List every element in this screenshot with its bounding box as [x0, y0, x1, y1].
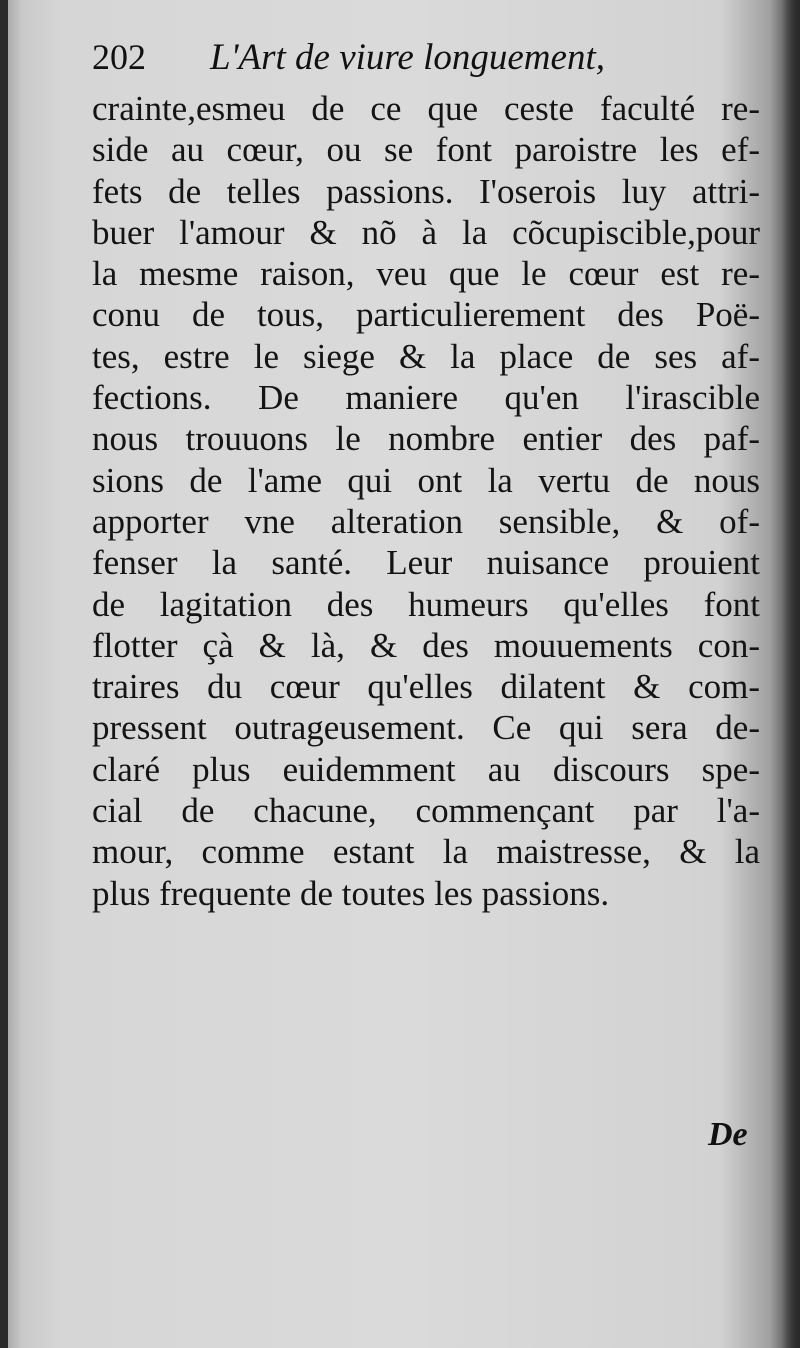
text-line: traires du cœur qu'elles dilatent & com- [92, 667, 760, 707]
text-line: la mesme raison, veu que le cœur est re- [92, 254, 760, 294]
text-line: plus frequente de toutes les passions. [92, 873, 610, 913]
text-line: claré plus euidemment au discours spe- [92, 749, 760, 789]
text-line: nous trouuons le nombre entier des paf- [92, 419, 760, 459]
page-right-shadow [782, 0, 800, 1348]
text-line: sions de l'ame qui ont la vertu de nous [92, 460, 760, 500]
text-line: fections. De maniere qu'en l'irascible [92, 378, 760, 418]
text-line: pressent outrageusement. Ce qui sera de- [92, 708, 760, 748]
page-number: 202 [92, 37, 146, 77]
running-head: L'Art de viure longuement, [210, 37, 605, 78]
text-line: apporter vne alteration sensible, & of- [92, 501, 760, 541]
text-line: buer l'amour & nõ à la cõcupiscible,pour [92, 212, 760, 252]
text-line: cial de chacune, commençant par l'a- [92, 791, 760, 831]
text-line: conu de tous, particulierement des Poë- [92, 295, 760, 335]
page-header [92, 36, 760, 88]
text-line: de lagitation des humeurs qu'elles font [92, 584, 760, 624]
text-line: flotter çà & là, & des mouuements con- [92, 625, 760, 665]
body-text [92, 88, 760, 914]
text-line: tes, estre le siege & la place de ses af- [92, 336, 760, 376]
text-line: side au cœur, ou se font paroistre les ef- [92, 130, 760, 170]
text-line: fets de telles passions. I'oserois luy attri- [92, 171, 760, 211]
text-line: mour, comme estant la maistresse, & la [92, 832, 760, 872]
text-line: crainte,esmeu de ce que ceste faculté re- [92, 89, 760, 128]
page-left-shadow [0, 0, 8, 1348]
text-line: fenser la santé. Leur nuisance prouient [92, 543, 760, 583]
catchword: De [708, 1116, 748, 1153]
